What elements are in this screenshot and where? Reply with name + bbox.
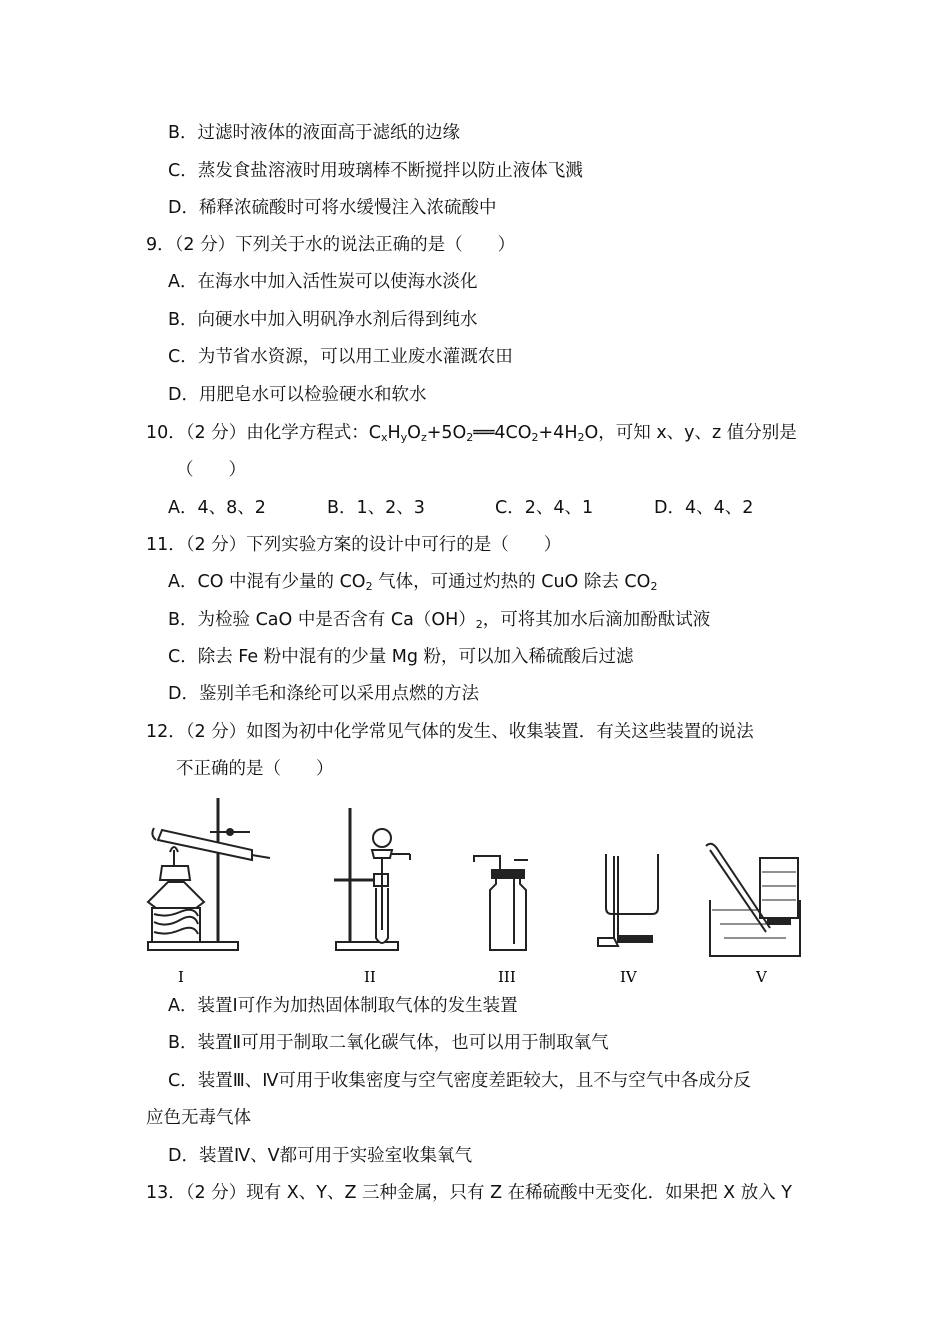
- q11-b-part2: ，可将其加水后滴加酚酞试液: [482, 610, 711, 630]
- label-iii: III: [498, 968, 516, 986]
- eq-c: C: [368, 423, 381, 443]
- eq-sub-2: 2: [531, 431, 539, 444]
- q8-option-d: D．稀释浓硫酸时可将水缓慢注入浓硫酸中: [168, 198, 497, 218]
- q9-option-c: C．为节省水资源，可以用工业废水灌溉农田: [168, 347, 513, 367]
- apparatus-figure: [140, 790, 820, 990]
- label-iv: IV: [620, 968, 637, 986]
- q11-b-sub: 2: [475, 618, 483, 631]
- q10-paren: （ ）: [176, 460, 246, 480]
- label-ii: II: [364, 968, 376, 986]
- eq-o: O: [407, 423, 421, 443]
- q9-stem: 9．（2 分）下列关于水的说法正确的是（ ）: [146, 235, 516, 255]
- q11-a-part1: A．CO 中混有少量的 CO: [168, 572, 366, 592]
- label-i: I: [178, 968, 184, 986]
- eq-h: H: [387, 423, 401, 443]
- q10-stem: [146, 421, 797, 445]
- q12-stem-line2: 不正确的是（ ）: [176, 759, 334, 779]
- q12-option-c-line2: 应色无毒气体: [146, 1108, 251, 1128]
- apparatus-drawing: [140, 790, 820, 990]
- eq-part2: 4CO: [494, 423, 532, 443]
- apparatus-ii: [334, 808, 410, 950]
- q11-option-b: [168, 608, 710, 632]
- q10-option-d: D．4、4、2: [654, 498, 754, 518]
- q12-option-a: A．装置Ⅰ可作为加热固体制取气体的发生装置: [168, 996, 518, 1016]
- q10-option-c: C．2、4、1: [495, 498, 594, 518]
- q10-option-b: B．1、2、3: [327, 498, 425, 518]
- eq-z: z: [420, 431, 427, 444]
- label-v: V: [756, 968, 767, 986]
- q11-b-part1: B．为检验 CaO 中是否含有 Ca（OH）: [168, 610, 476, 630]
- eq-part1: +5O: [426, 423, 467, 443]
- q11-stem: 11．（2 分）下列实验方案的设计中可行的是（ ）: [146, 535, 562, 555]
- q10-options: [0, 496, 950, 520]
- q10-option-a: A．4、8、2: [168, 498, 266, 518]
- eq-part3: +4H: [538, 423, 578, 443]
- eq-x: x: [380, 431, 388, 444]
- q9-option-d: D．用肥皂水可以检验硬水和软水: [168, 385, 427, 405]
- q9-option-b: B．向硬水中加入明矾净水剂后得到纯水: [168, 310, 478, 330]
- q10-stem-prefix: 10．（2 分）由化学方程式：: [146, 423, 369, 443]
- apparatus-i: [148, 798, 270, 950]
- q11-option-c: C．除去 Fe 粉中混有的少量 Mg 粉，可以加入稀硫酸后过滤: [168, 647, 634, 667]
- apparatus-v: [706, 844, 800, 956]
- q8-option-b: B．过滤时液体的液面高于滤纸的边缘: [168, 123, 461, 143]
- apparatus-iv: [598, 854, 658, 946]
- eq-arrow: ══: [473, 423, 495, 443]
- q11-a-sub1: 2: [365, 580, 373, 593]
- q8-option-c: C．蒸发食盐溶液时用玻璃棒不断搅拌以防止液体飞溅: [168, 161, 583, 181]
- q11-option-a: [168, 570, 657, 594]
- q12-option-d: D．装置Ⅳ、Ⅴ都可用于实验室收集氧气: [168, 1146, 473, 1166]
- q9-option-a: A．在海水中加入活性炭可以使海水淡化: [168, 272, 478, 292]
- q12-option-c-line1: C．装置Ⅲ、Ⅳ可用于收集密度与空气密度差距较大，且不与空气中各成分反: [168, 1071, 751, 1091]
- eq-part4: O，可知 x、y、z 值分别是: [584, 423, 797, 443]
- eq-sub-3: 2: [577, 431, 585, 444]
- eq-sub-1: 2: [466, 431, 474, 444]
- q11-option-d: D．鉴别羊毛和涤纶可以采用点燃的方法: [168, 684, 479, 704]
- q12-stem-line1: 12．（2 分）如图为初中化学常见气体的发生、收集装置．有关这些装置的说法: [146, 722, 754, 742]
- q13-stem: 13．（2 分）现有 X、Y、Z 三种金属，只有 Z 在稀硫酸中无变化．如果把 X 放入 Y: [146, 1183, 792, 1203]
- eq-y: y: [400, 431, 408, 444]
- apparatus-iii: [474, 856, 528, 950]
- q11-a-part2: 气体，可通过灼热的 CuO 除去 CO: [372, 572, 651, 592]
- q11-a-sub2: 2: [650, 580, 658, 593]
- q12-option-b: B．装置Ⅱ可用于制取二氧化碳气体，也可以用于制取氧气: [168, 1033, 609, 1053]
